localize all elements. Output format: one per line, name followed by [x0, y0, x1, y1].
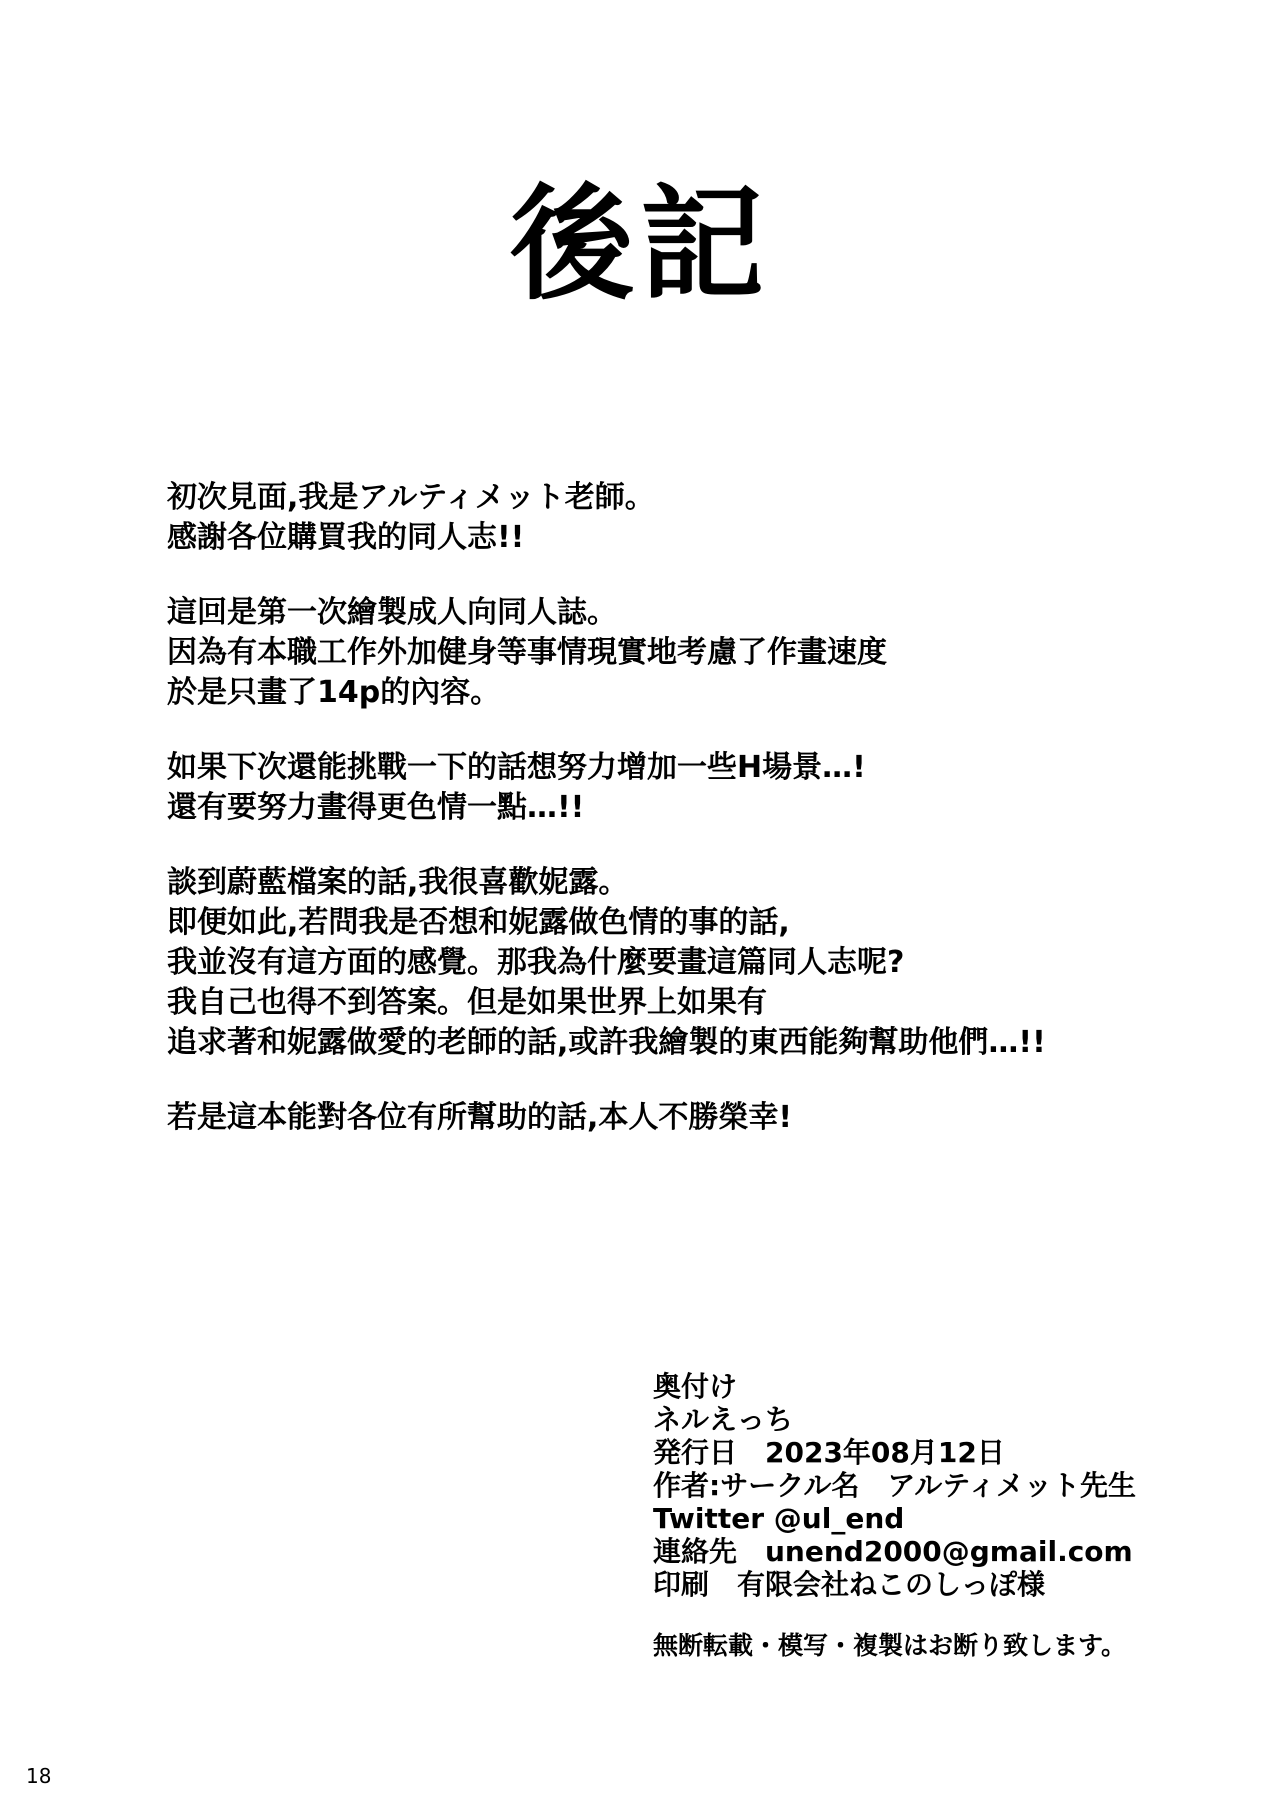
copyright-notice: 無断転載・模写・複製はお断り致します。: [653, 1631, 1127, 1660]
text-line: 我並沒有這方面的感覺。那我為什麼要畫這篇同人志呢?: [167, 945, 905, 980]
text-line: 追求著和妮露做愛的老師的話,或許我繪製的東西能夠幫助他們…!!: [167, 1025, 1046, 1060]
author-credit: 作者:サークル名 アルティメット先生: [653, 1469, 1136, 1502]
colophon-heading: 奥付け: [653, 1370, 738, 1403]
paragraph-3: [167, 748, 1187, 828]
release-date: 発行日 2023年08月12日: [653, 1436, 1005, 1469]
page-number: 18: [26, 1764, 52, 1788]
text-line: 談到蔚藍檔案的話,我很喜歡妮露。: [167, 865, 629, 900]
text-line: 我自己也得不到答案。但是如果世界上如果有: [167, 985, 767, 1020]
text-line: 這回是第一次繪製成人向同人誌。: [167, 595, 617, 630]
printer-credit: 印刷 有限会社ねこのしっぽ様: [653, 1568, 1046, 1601]
text-line: 感謝各位購買我的同人志!!: [167, 520, 525, 555]
afterword-body: [167, 478, 1187, 1173]
text-line: 即便如此,若問我是否想和妮露做色情的事的話,: [167, 905, 790, 940]
paragraph-2: [167, 593, 1187, 713]
text-line: 初次見面,我是アルティメット老師。: [167, 480, 655, 515]
paragraph-5: [167, 1098, 1187, 1138]
book-title: ネルえっち: [653, 1403, 794, 1436]
text-line: 因為有本職工作外加健身等事情現實地考慮了作畫速度: [167, 635, 887, 670]
paragraph-4: [167, 863, 1187, 1063]
twitter-handle: Twitter @ul_end: [653, 1502, 905, 1535]
text-line: 還有要努力畫得更色情一點…!!: [167, 790, 585, 825]
text-line: 於是只畫了14p的內容。: [167, 675, 501, 710]
text-line: 若是這本能對各位有所幫助的話,本人不勝榮幸!: [167, 1100, 793, 1135]
contact-email: 連絡先 unend2000@gmail.com: [653, 1535, 1133, 1568]
paragraph-1: [167, 478, 1187, 558]
colophon: [653, 1370, 1213, 1662]
text-line: 如果下次還能挑戰一下的話想努力增加一些H場景…!: [167, 750, 866, 785]
page-title: 後記: [509, 173, 770, 317]
colophon-spacer: [653, 1601, 1213, 1629]
